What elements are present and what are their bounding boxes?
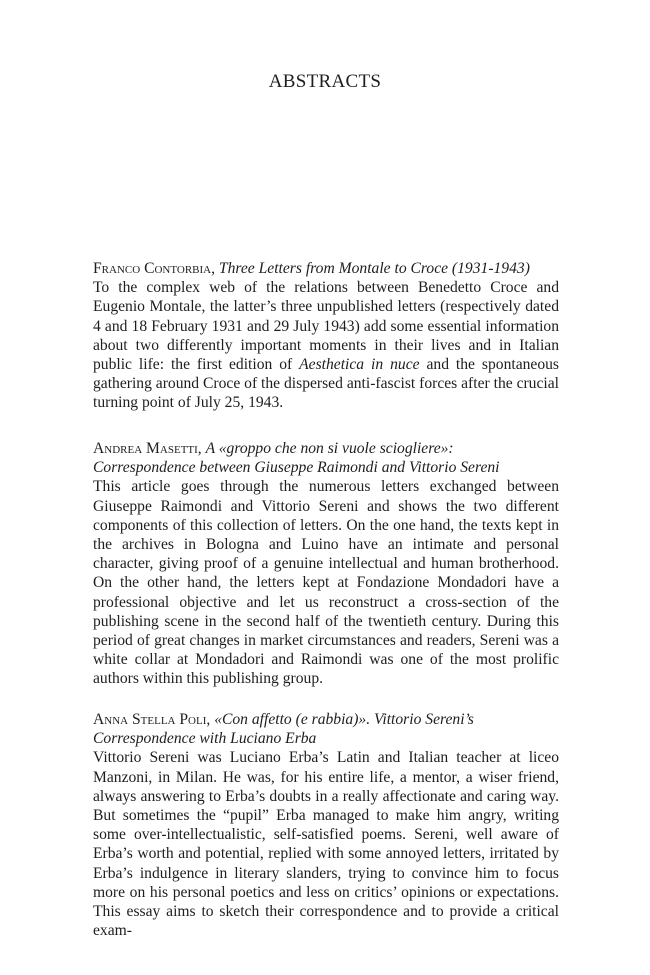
abstract-author: Anna Stella Poli (93, 711, 207, 728)
page-title: ABSTRACTS (268, 71, 382, 92)
abstract-title: «Con affetto (e rabbia)». Vittorio Sereni’s Correspondence with Luciano Erba (93, 711, 474, 748)
abstract-contorbia (93, 259, 559, 413)
abstract-heading: Franco Contorbia, Three Letters from Montale to Croce (1931-1943) (93, 260, 530, 277)
abstract-body-text: To the complex web of the relations between Benedetto Croce and Eugenio Montale, the latter’s three unpublished letters (respectively dated 4 and 18 February 1931 and 29 July 1943) add some essential information about two differently important moments in their lives and in Italian public life: the first edition of (93, 279, 559, 374)
abstract-heading: Andrea Masetti, A «groppo che non si vuole sciogliere»: Correspondence between Giuseppe Raimondi and Vittorio Sereni (93, 440, 500, 477)
abstract-heading: Anna Stella Poli, «Con affetto (e rabbia)». Vittorio Sereni’s Correspondence with Luciano Erba (93, 711, 474, 748)
abstract-body: This article goes through the numerous letters exchanged between Giuseppe Raimondi and Vittorio Sereni and shows the two different components of this collection of letters. On the one hand, the texts kept in the archives in Bologna and Luino have an intimate and personal character, giving proof of a genuine intellectual and human brotherhood. On the other hand, the letters kept at Fondazione Mondadori have a professional objective and let us reconstruct a cross-section of the publishing scene in the second half of the twentieth century. During this period of great changes in market circumstances and readers, Sereni was a white collar at Mondadori and Raimondi was one of the most prolific authors within this publishing group. (93, 478, 559, 688)
abstract-title: A «groppo che non si vuole sciogliere»: Correspondence between Giuseppe Raimondi and Vittorio Sereni (93, 440, 500, 477)
abstract-masetti (93, 439, 559, 689)
abstract-body: Vittorio Sereni was Luciano Erba’s Latin and Italian teacher at liceo Manzoni, in Milan. He was, for his entire life, a mentor, a wiser friend, always answering to Erba’s doubts in a really affectionate and caring way. But sometimes the “pupil” Erba managed to make him angry, writing some over-intellectualistic, self-satisfied poems. Sereni, well aware of Erba’s worth and potential, replied with some annoyed letters, irritated by Erba’s indulgence in literary slanders, trying to convince him to focus more on his personal poetics and less on critics’ opinions or expectations. This essay aims to sketch their correspondence and to provide a critical exam- (93, 749, 559, 940)
abstract-title: Three Letters from Montale to Croce (1931-1943) (218, 260, 530, 277)
abstract-author: Franco Contorbia (93, 260, 212, 277)
abstract-body (93, 278, 559, 412)
abstract-author: Andrea Masetti (93, 440, 198, 457)
abstract-poli (93, 710, 559, 940)
abstract-body-italic-title: Aesthetica in nuce (299, 356, 420, 374)
abstract-body-text: and the spontaneous gathering around Croce of the dispersed anti-fascist forces after the crucial turning point of July 25, 1943. (93, 356, 560, 412)
